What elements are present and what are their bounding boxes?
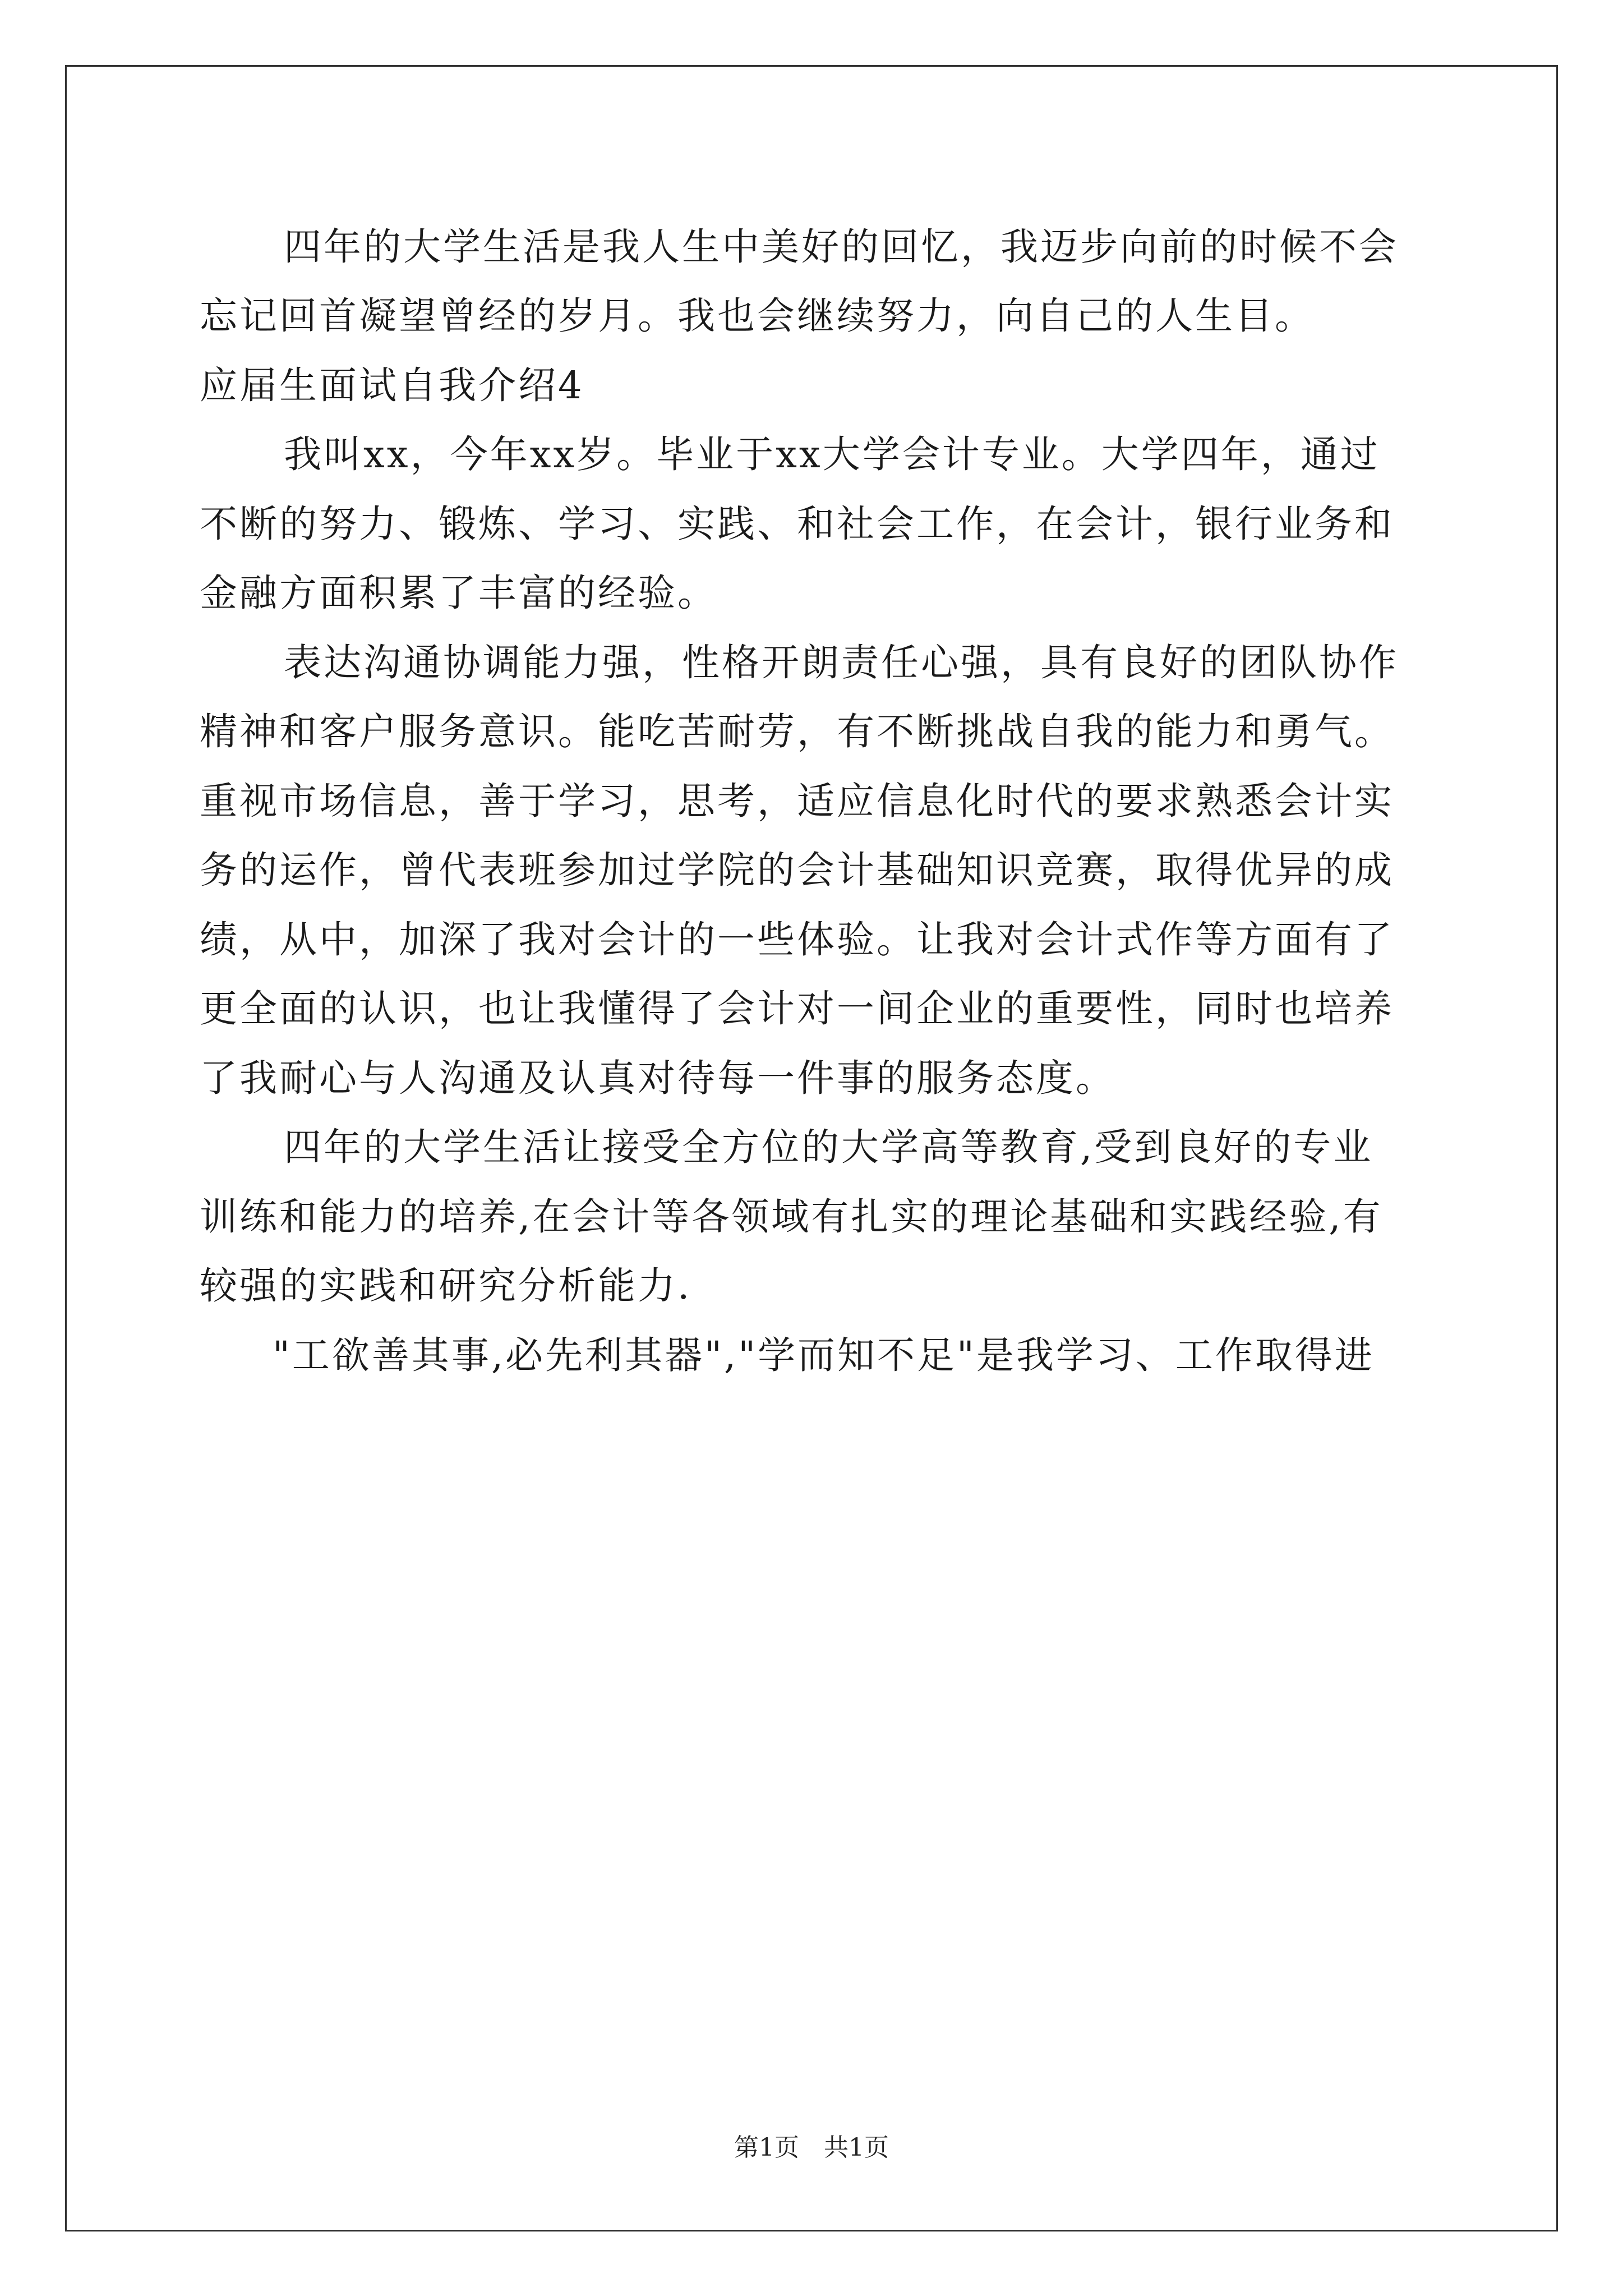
paragraph-line: 务的运作，曾代表班参加过学院的会计基础知识竞赛，取得优异的成	[200, 848, 1394, 892]
paragraph-line: 金融方面积累了丰富的经验。	[200, 571, 717, 615]
paragraph-line: 不断的努力、锻炼、学习、实践、和社会工作，在会计，银行业务和	[200, 502, 1394, 546]
paragraph-line: 了我耐心与人沟通及认真对待每一件事的服务态度。	[200, 1056, 1115, 1100]
paragraph-line: 更全面的认识，也让我懂得了会计对一间企业的重要性，同时也培养	[200, 987, 1394, 1030]
paragraph-line: 四年的大学生活让接受全方位的大学高等教育,受到良好的专业	[284, 1125, 1373, 1169]
paragraph-line: 我叫xx，今年xx岁。毕业于xx大学会计专业。大学四年，通过	[284, 432, 1380, 476]
paragraph-line: 忘记回首凝望曾经的岁月。我也会继续努力，向自己的人生目。	[200, 294, 1315, 338]
paragraph-line: "工欲善其事,必先利其器","学而知不足"是我学习、工作取得进	[273, 1333, 1375, 1377]
paragraph-line: 表达沟通协调能力强，性格开朗责任心强，具有良好的团队协作	[284, 641, 1399, 684]
section-heading: 应届生面试自我介绍4	[200, 364, 584, 407]
paragraph-line: 训练和能力的培养,在会计等各领域有扎实的理论基础和实践经验,有	[200, 1195, 1383, 1239]
paragraph-line: 重视市场信息，善于学习，思考，适应信息化时代的要求熟悉会计实	[200, 779, 1394, 823]
paragraph-line: 绩，从中，加深了我对会计的一些体验。让我对会计式作等方面有了	[200, 918, 1394, 961]
paragraph-line: 较强的实践和研究分析能力.	[200, 1264, 692, 1308]
paragraph-line: 四年的大学生活是我人生中美好的回忆，我迈步向前的时候不会	[284, 225, 1399, 269]
paragraph-line: 精神和客户服务意识。能吃苦耐劳，有不断挑战自我的能力和勇气。	[200, 710, 1394, 753]
page-number: 第1页 共1页	[734, 2133, 889, 2162]
